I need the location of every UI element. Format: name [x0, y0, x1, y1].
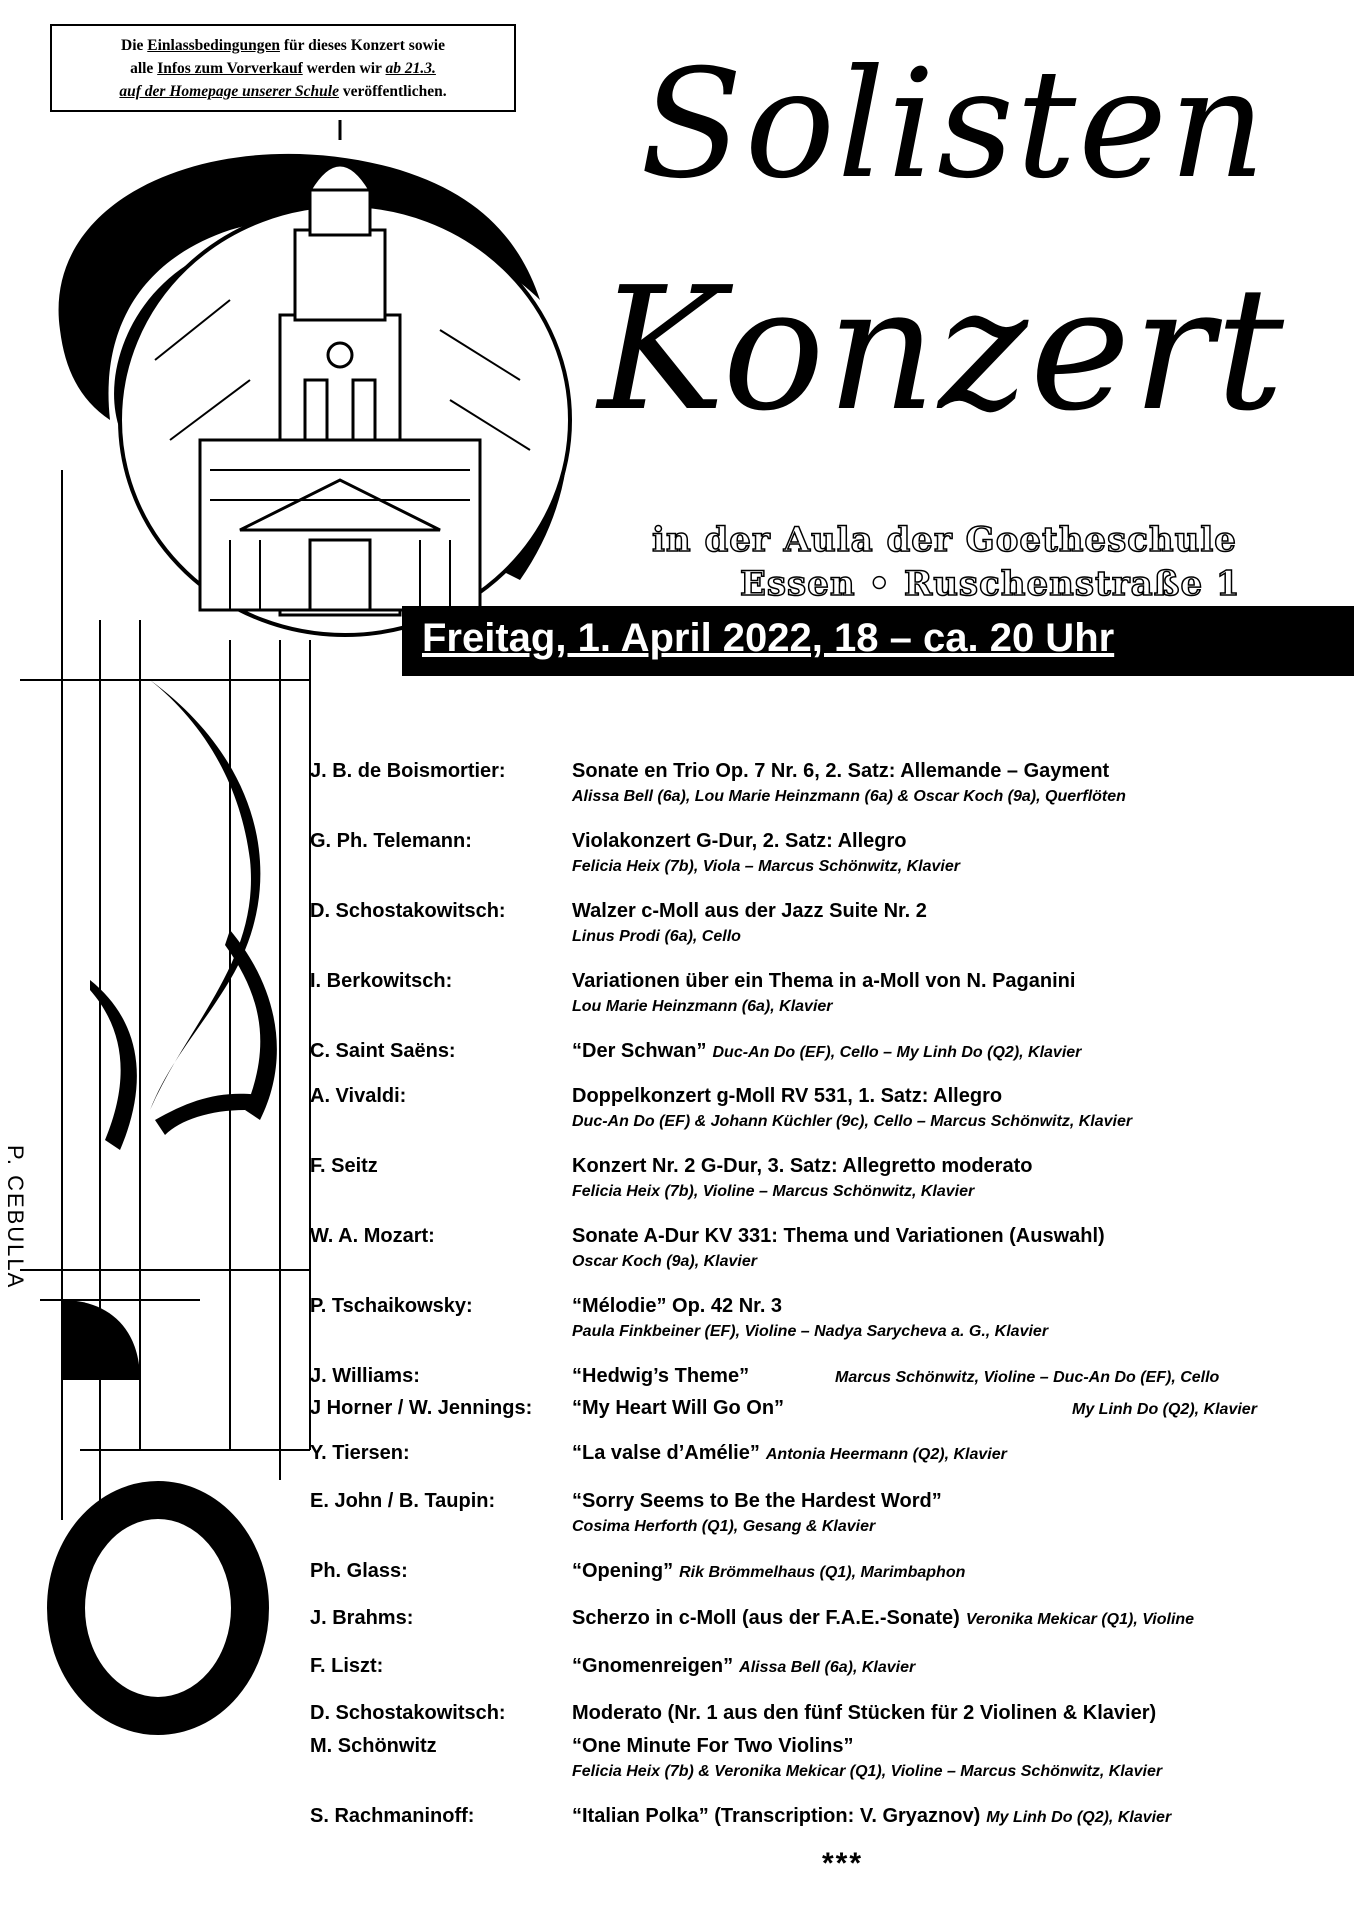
- performers: Duc-An Do (EF) & Johann Küchler (9c), Cello – Marcus Schönwitz, Klavier: [572, 1113, 1133, 1130]
- piece-title: “My Heart Will Go On”: [572, 1397, 785, 1419]
- venue-line-1: in der Aula der Goetheschule: [652, 520, 1237, 560]
- artist-credit: P. CEBULLA: [3, 1145, 28, 1290]
- performers: Alissa Bell (6a), Klavier: [739, 1659, 916, 1676]
- piece-title: “Sorry Seems to Be the Hardest Word”: [572, 1490, 942, 1512]
- composer: J. Brahms:: [310, 1607, 414, 1629]
- composer: E. John / B. Taupin:: [310, 1490, 496, 1512]
- piece-line: [572, 1607, 1194, 1630]
- piece-line: [572, 1655, 915, 1678]
- piece-title: Doppelkonzert g-Moll RV 531, 1. Satz: Allegro: [572, 1085, 1003, 1107]
- notice-link-presale: Infos zum Vorverkauf: [157, 60, 303, 77]
- composer: S. Rachmaninoff:: [310, 1805, 475, 1827]
- piece-title: Walzer c-Moll aus der Jazz Suite Nr. 2: [572, 900, 927, 922]
- notice-text: für dieses Konzert sowie: [279, 37, 445, 54]
- performers: My Linh Do (Q2), Klavier: [986, 1809, 1172, 1826]
- composer: J. Williams:: [310, 1365, 420, 1387]
- composer: D. Schostakowitsch:: [310, 1702, 506, 1724]
- notice-text: Die: [121, 37, 148, 54]
- piece-line: [572, 1805, 1171, 1828]
- performers: Cosima Herforth (Q1), Gesang & Klavier: [572, 1518, 876, 1535]
- title-line-2: Konzert: [598, 251, 1287, 449]
- performers: Paula Finkbeiner (EF), Violine – Nadya Sarycheva a. G., Klavier: [572, 1323, 1049, 1340]
- piece-title: “Hedwig’s Theme”: [572, 1365, 750, 1387]
- notice-link-conditions: Einlassbedingungen: [147, 37, 280, 54]
- piece-title: “Italian Polka” (Transcription: V. Gryaznov): [572, 1805, 981, 1827]
- piece-line: [572, 1560, 965, 1583]
- composer: A. Vivaldi:: [310, 1085, 407, 1107]
- composer: C. Saint Saëns:: [310, 1040, 456, 1062]
- performers: Rik Brömmelhaus (Q1), Marimbaphon: [679, 1564, 966, 1581]
- venue-line-2: Essen • Ruschenstraße 1: [740, 564, 1241, 604]
- piece-title: Sonate A-Dur KV 331: Thema und Variationen (Auswahl): [572, 1225, 1105, 1247]
- composer: J. B. de Boismortier:: [310, 760, 506, 782]
- decorative-swirls: [62, 680, 277, 1380]
- notice-text: veröffentlichen.: [338, 83, 447, 100]
- piece-title: “Gnomenreigen”: [572, 1655, 734, 1677]
- composer: I. Berkowitsch:: [310, 970, 453, 992]
- piece-title: Moderato (Nr. 1 aus den fünf Stücken für 2 Violinen & Klavier): [572, 1702, 1157, 1724]
- performers: Linus Prodi (6a), Cello: [572, 928, 741, 945]
- composer: W. A. Mozart:: [310, 1225, 435, 1247]
- notice-text: alle: [130, 60, 158, 77]
- composer: P. Tschaikowsky:: [310, 1295, 473, 1317]
- composer: D. Schostakowitsch:: [310, 900, 506, 922]
- piece-title: “Opening”: [572, 1560, 674, 1582]
- closing-stars: ***: [822, 1847, 864, 1880]
- performers: Antonia Heermann (Q2), Klavier: [765, 1446, 1007, 1463]
- performers: Veronika Mekicar (Q1), Violine: [965, 1611, 1195, 1628]
- piece-title: Sonate en Trio Op. 7 Nr. 6, 2. Satz: Allemande – Gayment: [572, 760, 1110, 782]
- notice-box: [50, 24, 516, 112]
- piece-title: Scherzo in c-Moll (aus der F.A.E.-Sonate): [572, 1607, 960, 1629]
- event-date: Freitag, 1. April 2022, 18 – ca. 20 Uhr: [422, 616, 1115, 660]
- piece-title: “One Minute For Two Violins”: [572, 1735, 854, 1757]
- piece-line: [572, 1040, 1081, 1063]
- date-banner: [402, 606, 1354, 676]
- composer: F. Liszt:: [310, 1655, 384, 1677]
- piece-line: [572, 1442, 1007, 1465]
- performers: Lou Marie Heinzmann (6a), Klavier: [572, 998, 833, 1015]
- composer: Y. Tiersen:: [310, 1442, 410, 1464]
- piece-title: “Mélodie” Op. 42 Nr. 3: [572, 1295, 783, 1317]
- piece-title: Violakonzert G-Dur, 2. Satz: Allegro: [572, 830, 907, 852]
- performers: Duc-An Do (EF), Cello – My Linh Do (Q2), Klavier: [712, 1044, 1082, 1061]
- notice-text: werden wir: [302, 60, 386, 77]
- performers: Felicia Heix (7b) & Veronika Mekicar (Q1), Violine – Marcus Schönwitz, Klavier: [572, 1763, 1163, 1780]
- performers: Alissa Bell (6a), Lou Marie Heinzmann (6a) & Oscar Koch (9a), Querflöten: [572, 788, 1126, 805]
- notice-date: ab 21.3.: [385, 60, 436, 77]
- piece-title: “Der Schwan”: [572, 1040, 707, 1062]
- composer: M. Schönwitz: [310, 1735, 437, 1757]
- performers: My Linh Do (Q2), Klavier: [1072, 1401, 1257, 1418]
- piece-title: Konzert Nr. 2 G-Dur, 3. Satz: Allegretto moderato: [572, 1155, 1033, 1177]
- performers: Marcus Schönwitz, Violine – Duc-An Do (EF), Cello: [835, 1369, 1220, 1386]
- title-line-1: Solisten: [640, 38, 1268, 212]
- composer: J Horner / W. Jennings:: [310, 1397, 533, 1419]
- notice-homepage: auf der Homepage unserer Schule: [119, 83, 339, 100]
- composer: G. Ph. Telemann:: [310, 830, 472, 852]
- performers: Felicia Heix (7b), Violine – Marcus Schönwitz, Klavier: [572, 1183, 975, 1200]
- performers: Oscar Koch (9a), Klavier: [572, 1253, 757, 1270]
- composer: F. Seitz: [310, 1155, 378, 1177]
- piece-title: Variationen über ein Thema in a-Moll von N. Paganini: [572, 970, 1076, 992]
- composer: Ph. Glass:: [310, 1560, 408, 1582]
- ornament-ring: [66, 1500, 250, 1716]
- piece-title: “La valse d’Amélie”: [572, 1442, 760, 1464]
- performers: Felicia Heix (7b), Viola – Marcus Schönwitz, Klavier: [572, 858, 960, 875]
